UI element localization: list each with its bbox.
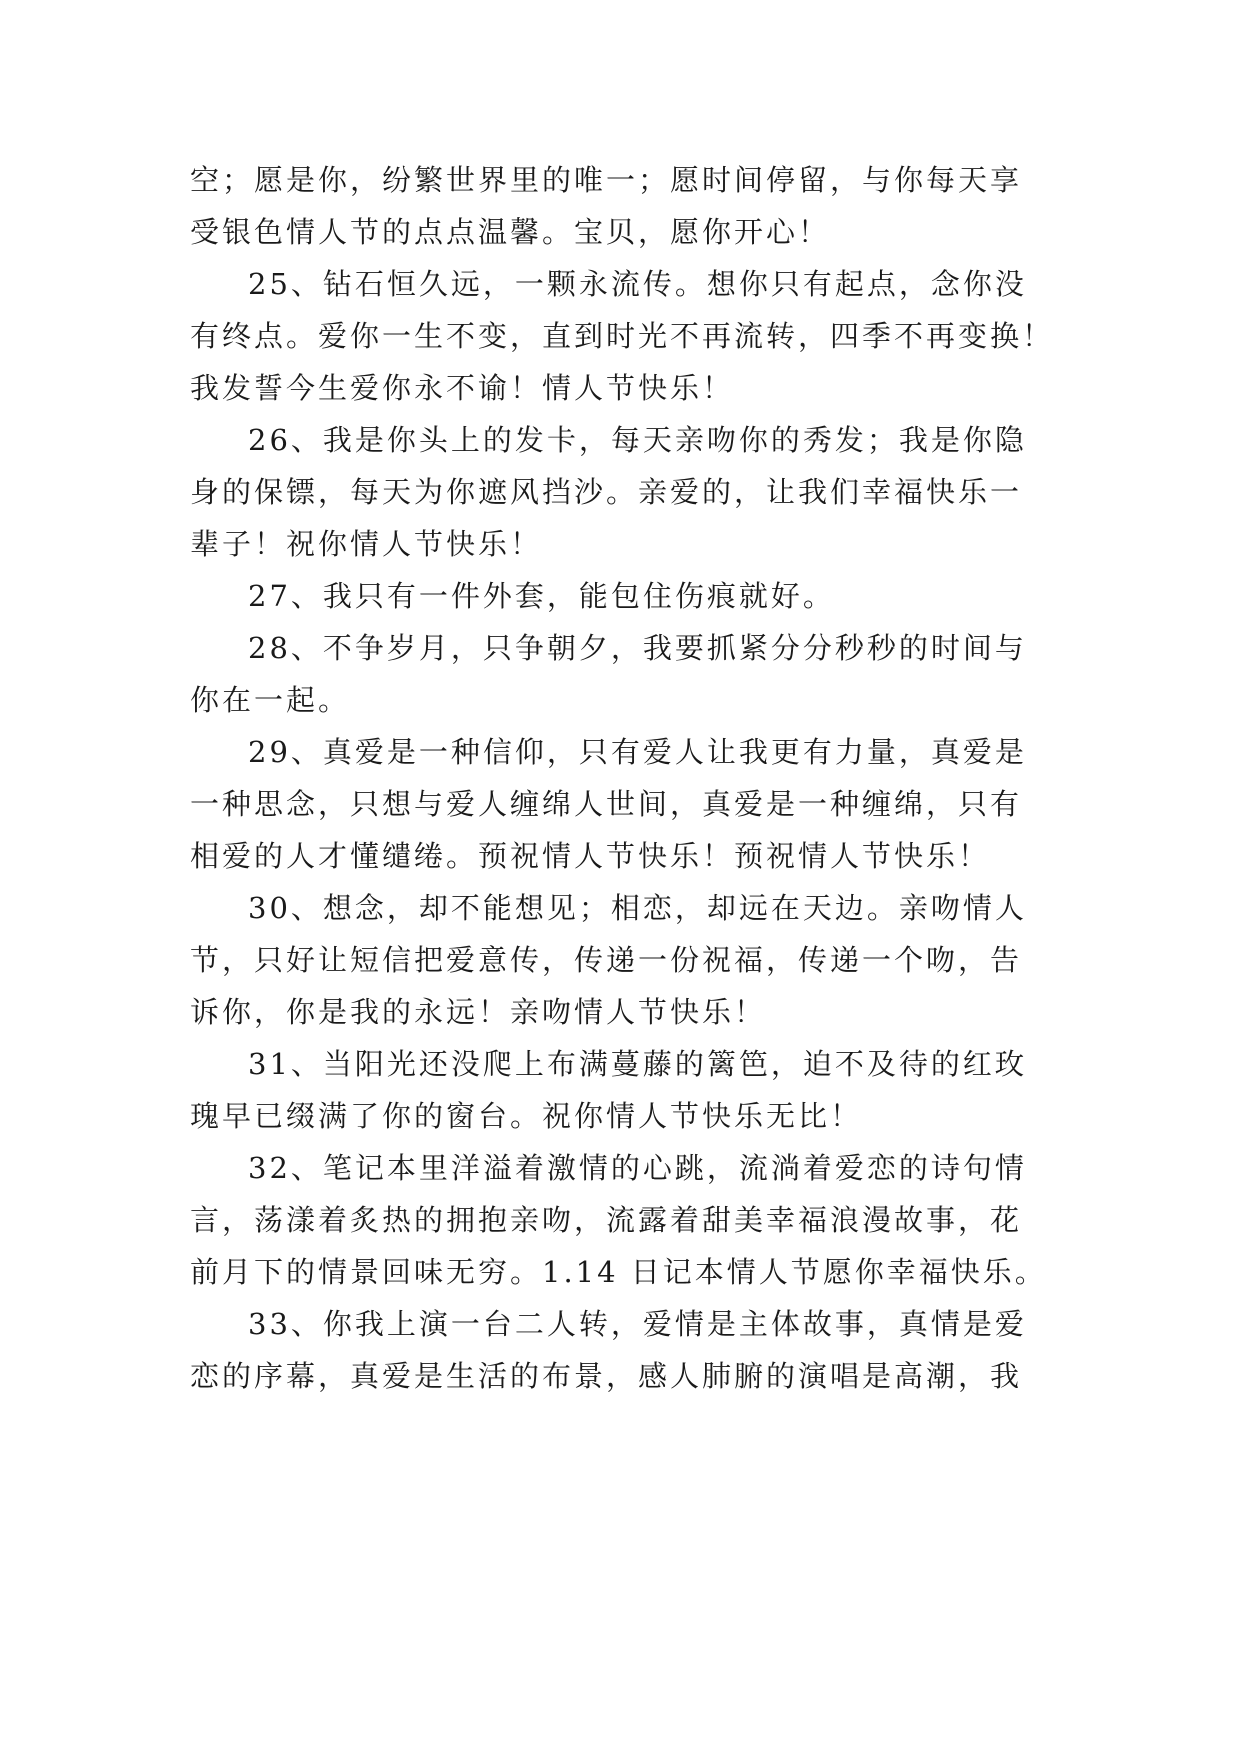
text-line: 辈子！祝你情人节快乐！: [190, 527, 543, 561]
text-line: 诉你，你是我的永远！亲吻情人节快乐！: [190, 995, 767, 1029]
text-line: 前月下的情景回味无穷。1.14 日记本情人节愿你幸福快乐。: [190, 1255, 1047, 1289]
text-line: 身的保镖，每天为你遮风挡沙。亲爱的，让我们幸福快乐一: [190, 475, 1023, 509]
text-line: 节，只好让短信把爱意传，传递一份祝福，传递一个吻，告: [190, 943, 1023, 977]
text-line: 33、你我上演一台二人转，爱情是主体故事，真情是爱: [248, 1307, 1027, 1341]
text-line: 29、真爱是一种信仰，只有爱人让我更有力量，真爱是: [248, 735, 1027, 769]
text-line: 一种思念，只想与爱人缠绵人世间，真爱是一种缠绵，只有: [190, 787, 1023, 821]
text-line: 30、想念，却不能想见；相恋，却远在天边。亲吻情人: [248, 891, 1027, 925]
text-line: 25、钻石恒久远，一颗永流传。想你只有起点，念你没: [248, 267, 1027, 301]
text-line: 32、笔记本里洋溢着激情的心跳，流淌着爱恋的诗句情: [248, 1151, 1027, 1185]
text-line: 26、我是你头上的发卡，每天亲吻你的秀发；我是你隐: [248, 423, 1027, 457]
text-line: 相爱的人才懂缱绻。预祝情人节快乐！预祝情人节快乐！: [190, 839, 991, 873]
text-line: 空；愿是你，纷繁世界里的唯一；愿时间停留，与你每天享: [190, 163, 1023, 197]
text-line: 恋的序幕，真爱是生活的布景，感人肺腑的演唱是高潮，我: [190, 1359, 1023, 1393]
text-line: 你在一起。: [190, 683, 351, 717]
text-line: 受银色情人节的点点温馨。宝贝，愿你开心！: [190, 215, 831, 249]
text-line: 31、当阳光还没爬上布满蔓藤的篱笆，迫不及待的红玫: [248, 1047, 1027, 1081]
text-line: 28、不争岁月，只争朝夕，我要抓紧分分秒秒的时间与: [248, 631, 1027, 665]
text-line: 我发誓今生爱你永不谕！情人节快乐！: [190, 371, 735, 405]
text-line: 瑰早已缀满了你的窗台。祝你情人节快乐无比！: [190, 1099, 863, 1133]
text-line: 有终点。爱你一生不变，直到时光不再流转，四季不再变换！: [190, 319, 1055, 353]
text-line: 言，荡漾着炙热的拥抱亲吻，流露着甜美幸福浪漫故事，花: [190, 1203, 1023, 1237]
text-line: 27、我只有一件外套，能包住伤痕就好。: [248, 579, 835, 613]
